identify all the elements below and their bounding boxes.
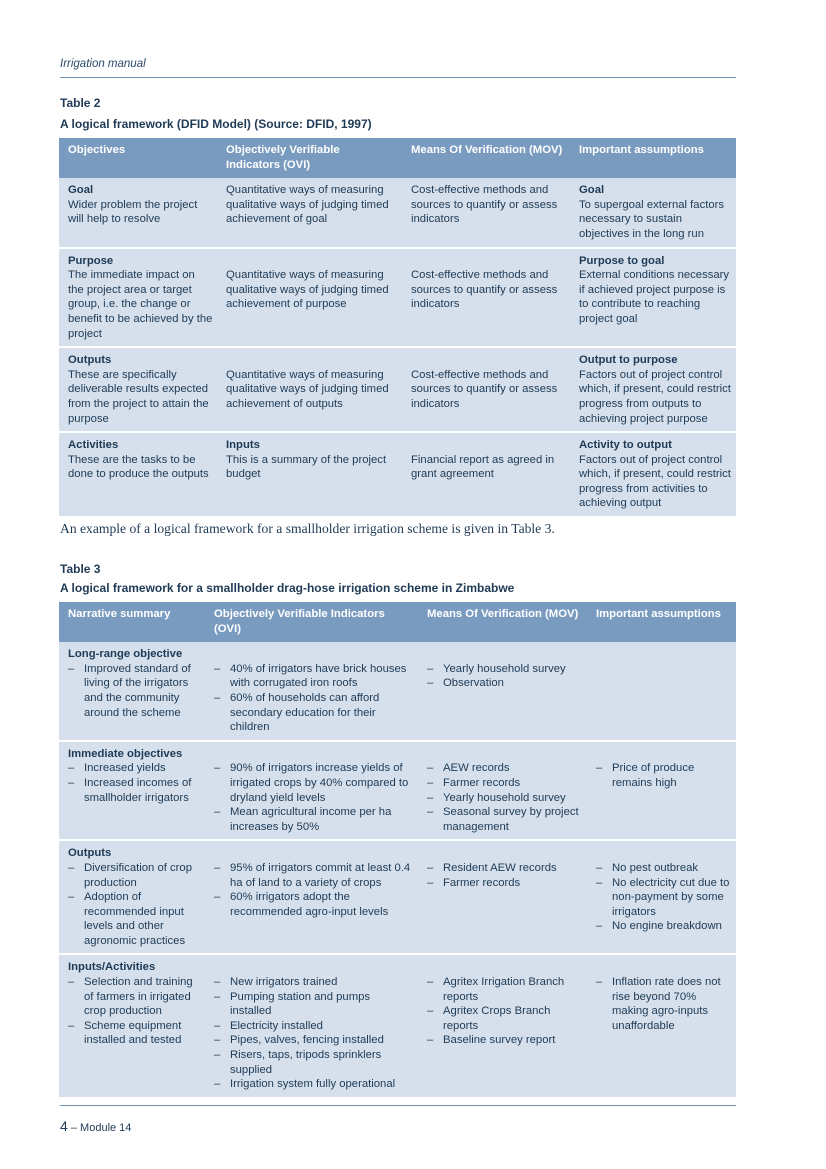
list-item: – 90% of irrigators increase yields of irrigated crops by 40% compared to dryland yield levels — [214, 761, 414, 805]
list-item: – Price of produce remains high — [596, 761, 732, 790]
narrative-list — [68, 761, 201, 805]
ovi-list — [214, 975, 414, 1092]
list-item: – 60% irrigators adopt the recommended agro-input levels — [214, 890, 414, 919]
body-paragraph: An example of a logical framework for a smallholder irrigation scheme is given in Table 3. — [60, 521, 555, 536]
row-title: Immediate objectives — [68, 747, 183, 760]
list-item: – Observation — [427, 676, 583, 691]
footer — [60, 1118, 131, 1134]
table3-label: Table 3 — [60, 562, 101, 576]
row-description: Wider problem the project will help to resolve — [68, 198, 198, 226]
table3-cell-narrative — [59, 954, 205, 1096]
table2-cell-ovi — [217, 178, 402, 247]
table3-cell-assumption — [587, 642, 736, 741]
list-item: – Inflation rate does not rise beyond 70% making agro-inputs unaffordable — [596, 975, 732, 1033]
list-item: – Mean agricultural income per ha increases by 50% — [214, 805, 414, 834]
table2-header-objectives: Objectives — [59, 138, 217, 178]
module-label: Module 14 — [80, 1122, 132, 1134]
narrative-list — [68, 975, 201, 1048]
table3-row — [59, 840, 736, 954]
ovi-list — [214, 662, 414, 735]
table2-header-assumptions: Important assumptions — [570, 138, 736, 178]
table2-cell-assumption — [570, 178, 736, 247]
assumption-title: Purpose to goal — [579, 254, 665, 267]
list-item: – Irrigation system fully operational — [214, 1077, 414, 1092]
table3-header-row — [59, 602, 736, 642]
table3-cell-mov — [418, 954, 587, 1096]
table2-cell-assumption — [570, 432, 736, 516]
table2-cell-objective — [59, 432, 217, 516]
ovi-text: Quantitative ways of measuring qualitative ways of judging timed achievement of purpose — [226, 269, 389, 311]
table2-cell-ovi — [217, 248, 402, 348]
table2 — [59, 138, 736, 516]
table3-header-narrative: Narrative summary — [59, 602, 205, 642]
list-item: – Farmer records — [427, 776, 583, 791]
assumption-text: Factors out of project control which, if present, could restrict progress from activities to achieving output — [579, 453, 731, 510]
list-item: – Agritex Crops Branch reports — [427, 1004, 583, 1033]
table2-row-purpose — [59, 248, 736, 348]
table3-cell-ovi — [205, 840, 418, 954]
table2-cell-objective — [59, 178, 217, 247]
assumption-text: To supergoal external factors necessary to sustain objectives in the long run — [579, 198, 725, 240]
list-item: – 95% of irrigators commit at least 0.4 ha of land to a variety of crops — [214, 861, 414, 890]
row-title: Long-range objective — [68, 648, 183, 661]
mov-list — [427, 761, 583, 834]
table2-row-goal — [59, 178, 736, 247]
list-item: – Agritex Irrigation Branch reports — [427, 975, 583, 1004]
table3-cell-narrative — [59, 741, 205, 841]
table3-cell-ovi — [205, 954, 418, 1096]
ovi-title: Inputs — [226, 439, 260, 452]
assumption-title: Goal — [579, 184, 605, 197]
table3-cell-ovi — [205, 741, 418, 841]
table2-label: Table 2 — [60, 96, 101, 110]
list-item: – Seasonal survey by project management — [427, 805, 583, 834]
ovi-text: Quantitative ways of measuring qualitative ways of judging timed achievement of outputs — [226, 368, 389, 410]
list-item: – No electricity cut due to non-payment by some irrigators — [596, 876, 732, 920]
table3-header-ovi: Objectively Verifiable Indicators (OVI) — [205, 602, 418, 642]
list-item: – Increased incomes of smallholder irrigators — [68, 776, 201, 805]
table2-title: A logical framework (DFID Model) (Source: DFID, 1997) — [60, 117, 372, 131]
mov-list — [427, 975, 583, 1048]
mov-text: Cost-effective methods and sources to quantify or assess indicators — [411, 269, 558, 311]
table3-row — [59, 954, 736, 1096]
table3-cell-narrative — [59, 840, 205, 954]
table2-row-activities — [59, 432, 736, 516]
mov-list — [427, 861, 583, 890]
row-title: Activities — [68, 439, 119, 452]
ovi-text: Quantitative ways of measuring qualitative ways of judging timed achievement of goal — [226, 184, 389, 226]
assumption-list — [596, 861, 732, 934]
list-item: – New irrigators trained — [214, 975, 414, 990]
ovi-list — [214, 761, 414, 834]
assumption-list — [596, 761, 732, 790]
table2-cell-ovi — [217, 347, 402, 432]
list-item: – Diversification of crop production — [68, 861, 201, 890]
list-item: – Scheme equipment installed and tested — [68, 1019, 201, 1048]
assumption-title: Output to purpose — [579, 354, 678, 367]
row-description: The immediate impact on the project area or target group, i.e. the change or benefit to be achieved by the project — [68, 269, 213, 340]
header-rule — [60, 77, 736, 78]
table3-cell-mov — [418, 741, 587, 841]
assumption-text: External conditions necessary if achieved project purpose is to contribute to reaching project goal — [579, 269, 730, 325]
list-item: – Resident AEW records — [427, 861, 583, 876]
row-title: Outputs — [68, 354, 112, 367]
running-title: Irrigation manual — [60, 58, 146, 70]
row-title: Outputs — [68, 847, 112, 860]
row-title: Purpose — [68, 254, 114, 267]
table2-cell-objective — [59, 248, 217, 348]
list-item: – Yearly household survey — [427, 662, 583, 677]
list-item: – Pumping station and pumps installed — [214, 990, 414, 1019]
row-title: Inputs/Activities — [68, 961, 156, 974]
list-item: – Yearly household survey — [427, 791, 583, 806]
table2-header-ovi: Objectively Verifiable Indicators (OVI) — [217, 138, 402, 178]
list-item: – 60% of households can afford secondary education for their children — [214, 691, 414, 735]
table3-header-mov: Means Of Verification (MOV) — [418, 602, 587, 642]
assumption-list — [596, 975, 732, 1033]
assumption-text: Factors out of project control which, if present, could restrict progress from outputs to achieving project purpose — [579, 368, 731, 425]
narrative-list — [68, 662, 201, 720]
footer-rule — [60, 1105, 736, 1106]
list-item: – Baseline survey report — [427, 1033, 583, 1048]
table3-header-assumptions: Important assumptions — [587, 602, 736, 642]
list-item: – Pipes, valves, fencing installed — [214, 1033, 414, 1048]
table3-cell-assumption — [587, 954, 736, 1096]
list-item: – Farmer records — [427, 876, 583, 891]
table2-cell-mov — [402, 432, 570, 516]
table3-title: A logical framework for a smallholder drag-hose irrigation scheme in Zimbabwe — [60, 581, 515, 595]
list-item: – No pest outbreak — [596, 861, 732, 876]
table2-header-mov: Means Of Verification (MOV) — [402, 138, 570, 178]
list-item: – AEW records — [427, 761, 583, 776]
list-item: – Electricity installed — [214, 1019, 414, 1034]
list-item: – Adoption of recommended input levels and other agronomic practices — [68, 890, 201, 948]
table3-cell-narrative — [59, 642, 205, 741]
table3 — [59, 602, 736, 1097]
table3-row — [59, 741, 736, 841]
ovi-text: This is a summary of the project budget — [226, 453, 387, 481]
mov-text: Cost-effective methods and sources to quantify or assess indicators — [411, 184, 558, 226]
table2-cell-assumption — [570, 347, 736, 432]
table2-cell-mov — [402, 347, 570, 432]
page-number: 4 — [60, 1118, 68, 1134]
ovi-list — [214, 861, 414, 919]
list-item: – No engine breakdown — [596, 919, 732, 934]
table3-cell-ovi — [205, 642, 418, 741]
table3-cell-assumption — [587, 741, 736, 841]
table2-row-outputs — [59, 347, 736, 432]
list-item: – Increased yields — [68, 761, 201, 776]
table3-cell-assumption — [587, 840, 736, 954]
assumption-title: Activity to output — [579, 439, 672, 452]
row-title: Goal — [68, 184, 94, 197]
table3-row — [59, 642, 736, 741]
narrative-list — [68, 861, 201, 949]
row-description: These are the tasks to be done to produce the outputs — [68, 453, 209, 481]
mov-text: Financial report as agreed in grant agreement — [411, 453, 555, 481]
mov-text: Cost-effective methods and sources to quantify or assess indicators — [411, 368, 558, 410]
list-item: – Selection and training of farmers in irrigated crop production — [68, 975, 201, 1019]
table2-cell-objective — [59, 347, 217, 432]
table2-cell-ovi — [217, 432, 402, 516]
list-item: – Risers, taps, tripods sprinklers supplied — [214, 1048, 414, 1077]
row-description: These are specifically deliverable results expected from the project to attain the purpose — [68, 368, 209, 425]
list-item: – Improved standard of living of the irrigators and the community around the scheme — [68, 662, 201, 720]
footer-dash: – — [70, 1122, 77, 1134]
table2-cell-mov — [402, 178, 570, 247]
table3-cell-mov — [418, 840, 587, 954]
table3-cell-mov — [418, 642, 587, 741]
table2-cell-mov — [402, 248, 570, 348]
table2-header-row — [59, 138, 736, 178]
mov-list — [427, 662, 583, 691]
table2-cell-assumption — [570, 248, 736, 348]
list-item: – 40% of irrigators have brick houses with corrugated iron roofs — [214, 662, 414, 691]
